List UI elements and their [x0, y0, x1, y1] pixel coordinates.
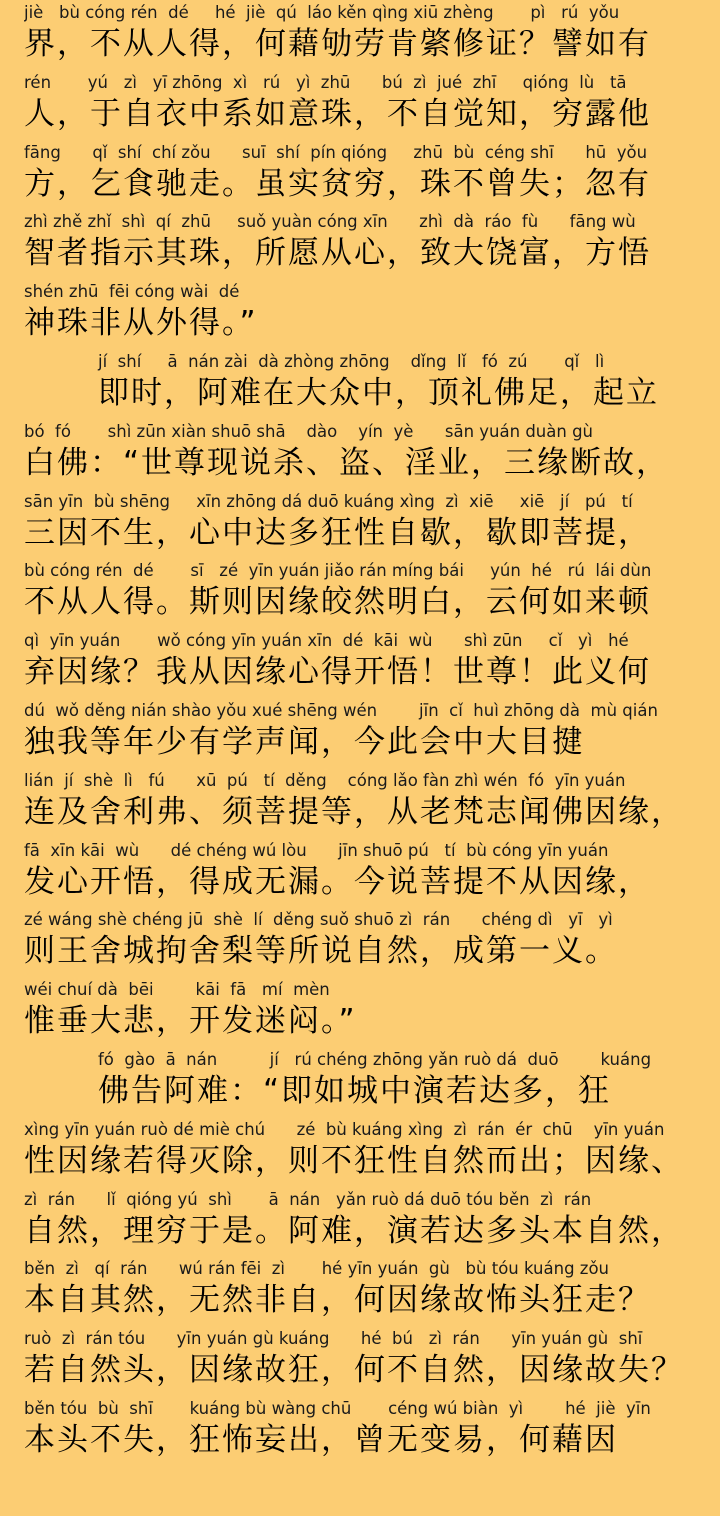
pinyin-row: fāng qǐ shí chí zǒu suī shí pín qióng zhū bù céng shī hū yǒu — [24, 142, 648, 162]
pinyin-row: wéi chuí dà bēi kāi fā mí mèn — [24, 980, 330, 1000]
text-line — [24, 977, 706, 1047]
pinyin-row: běn tóu bù shī kuáng bù wàng chū céng wú biàn yì hé jiè yīn — [24, 1398, 651, 1418]
pinyin-row: jiè bù cóng rén dé hé jiè qú láo kěn qìng xiū zhèng pì rú yǒu — [24, 3, 620, 22]
text-line — [24, 1396, 706, 1466]
text-line — [24, 1117, 706, 1187]
pinyin-row: zì rán lǐ qióng yú shì ā nán yǎn ruò dá duō tóu běn zì rán — [24, 1189, 592, 1209]
text-line — [24, 768, 706, 838]
text-line-indented — [24, 349, 706, 419]
pinyin-row: fā xīn kāi wù dé chéng wú lòu jīn shuō pú tí bù cóng yīn yuán — [24, 840, 609, 860]
hanzi-row: 白佛：“世尊现说杀、盗、淫业，三缘断故， — [24, 444, 670, 481]
pinyin-row: sān yīn bù shēng xīn zhōng dá duō kuáng xìng zì xiē xiē jí pú tí — [24, 491, 633, 511]
hanzi-row: 弃因缘？我从因缘心得开悟！世尊！此义何 — [24, 654, 651, 691]
pinyin-row: fó gào ā nán jí rú chéng zhōng yǎn ruò dá duō kuáng — [98, 1049, 652, 1069]
text-line — [24, 907, 706, 977]
pinyin-row: bó fó shì zūn xiàn shuō shā dào yín yè sān yuán duàn gù — [24, 421, 594, 441]
hanzi-row: 界，不从人得，何藉劬劳肯綮修证？譬如有 — [24, 26, 651, 62]
pinyin-row: lián jí shè lì fú xū pú tí děng cóng lǎo fàn zhì wén fó yīn yuán — [24, 770, 626, 790]
hanzi-row: 方，乞食驰走。虽实贫穷，珠不曾失；忽有 — [24, 165, 651, 202]
hanzi-row: 本头不失，狂怖妄出，曾无变易，何藉因 — [24, 1421, 618, 1458]
pinyin-row: qì yīn yuán wǒ cóng yīn yuán xīn dé kāi wù shì zūn cǐ yì hé — [24, 631, 629, 651]
text-line — [24, 558, 706, 628]
hanzi-row: 惟垂大悲，开发迷闷。” — [24, 1003, 357, 1040]
hanzi-row: 若自然头，因缘故狂，何不自然，因缘故失？ — [24, 1352, 684, 1389]
text-line — [24, 628, 706, 698]
pinyin-row: dú wǒ děng nián shào yǒu xué shēng wén jīn cǐ huì zhōng dà mù qián — [24, 700, 658, 720]
text-line-indented — [24, 1047, 706, 1117]
hanzi-row: 即时，阿难在大众中，顶礼佛足，起立 — [98, 374, 659, 411]
hanzi-row: 智者指示其珠，所愿从心，致大饶富，方悟 — [24, 235, 651, 272]
hanzi-row: 发心开悟，得成无漏。今说菩提不从因缘， — [24, 863, 651, 900]
pinyin-row: rén yú zì yī zhōng xì rú yì zhū bú zì jué zhī qióng lù tā — [24, 72, 627, 92]
text-line — [24, 0, 706, 70]
text-line — [24, 140, 706, 210]
hanzi-row: 本自其然，无然非自，何因缘故怖头狂走？ — [24, 1282, 651, 1319]
text-line — [24, 209, 706, 279]
hanzi-row: 人，于自衣中系如意珠，不自觉知，穷露他 — [24, 95, 651, 132]
hanzi-row: 性因缘若得灭除，则不狂性自然而出；因缘、 — [24, 1142, 684, 1179]
hanzi-row: 不从人得。斯则因缘皎然明白，云何如来顿 — [24, 584, 651, 621]
text-line — [24, 70, 706, 140]
pinyin-row: jí shí ā nán zài dà zhòng zhōng dǐng lǐ fó zú qǐ lì — [98, 351, 605, 371]
text-line — [24, 279, 706, 349]
hanzi-row: 自然，理穷于是。阿难，演若达多头本自然， — [24, 1212, 684, 1249]
hanzi-row: 佛告阿难：“即如城中演若达多，狂 — [98, 1072, 612, 1109]
text-line — [24, 698, 706, 768]
hanzi-row: 神珠非从外得。” — [24, 305, 258, 342]
text-line — [24, 419, 706, 489]
pinyin-row: bù cóng rén dé sī zé yīn yuán jiǎo rán míng bái yún hé rú lái dùn — [24, 561, 652, 581]
hanzi-row: 三因不生，心中达多狂性自歇，歇即菩提， — [24, 514, 651, 551]
pinyin-row: ruò zì rán tóu yīn yuán gù kuáng hé bú zì rán yīn yuán gù shī — [24, 1329, 643, 1349]
pinyin-row: xìng yīn yuán ruò dé miè chú zé bù kuáng xìng zì rán ér chū yīn yuán — [24, 1119, 665, 1139]
text-line — [24, 1326, 706, 1396]
text-line — [24, 489, 706, 559]
hanzi-row: 则王舍城拘舍梨等所说自然，成第一义。 — [24, 933, 618, 970]
pinyin-row: zé wáng shè chéng jū shè lí děng suǒ shuō zì rán chéng dì yī yì — [24, 910, 613, 930]
pinyin-row: zhì zhě zhǐ shì qí zhū suǒ yuàn cóng xīn zhì dà ráo fù fāng wù — [24, 212, 636, 232]
pinyin-row: shén zhū fēi cóng wài dé — [24, 282, 240, 302]
text-line — [24, 838, 706, 908]
text-line — [24, 1187, 706, 1257]
hanzi-row: 独我等年少有学声闻，今此会中大目揵 — [24, 723, 585, 760]
pinyin-row: běn zì qí rán wú rán fēi zì hé yīn yuán gù bù tóu kuáng zǒu — [24, 1259, 610, 1279]
text-line — [24, 1256, 706, 1326]
hanzi-row: 连及舍利弗、须菩提等，从老梵志闻佛因缘， — [24, 793, 684, 830]
